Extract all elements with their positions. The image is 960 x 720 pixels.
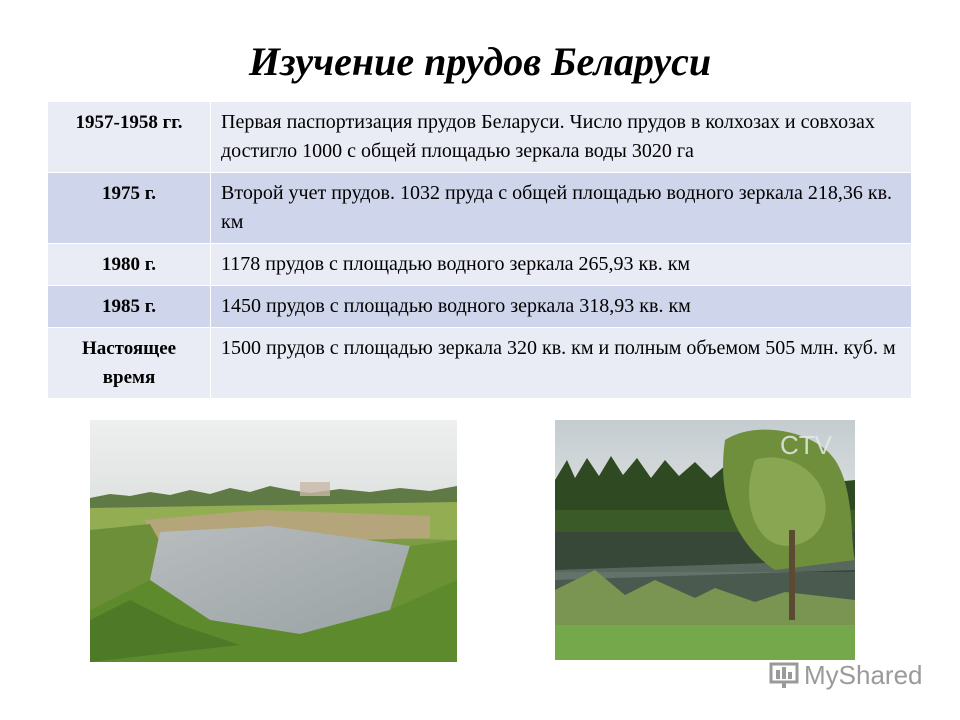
description-cell: Первая паспортизация прудов Беларуси. Число прудов в колхозах и совхозах достигло 1000 с общей площадью зеркала воды 3020 га <box>211 102 912 173</box>
description-cell: 1178 прудов с площадью водного зеркала 265,93 кв. км <box>211 244 912 286</box>
description-cell: 1500 прудов с площадью зеркала 320 кв. км и полным объемом 505 млн. куб. м <box>211 328 912 399</box>
slide-title: Изучение прудов Беларуси <box>248 39 712 84</box>
year-cell: 1985 г. <box>48 286 211 328</box>
year-cell: 1975 г. <box>48 173 211 244</box>
lake-forest-image <box>555 420 855 660</box>
table-row <box>48 244 912 286</box>
ctv-logo: CTV <box>780 430 832 460</box>
pond-field-image <box>90 420 457 662</box>
table-row <box>48 173 912 244</box>
year-cell: 1980 г. <box>48 244 211 286</box>
year-cell: 1957-1958 гг. <box>48 102 211 173</box>
description-cell: 1450 прудов с площадью водного зеркала 318,93 кв. км <box>211 286 912 328</box>
table-row <box>48 102 912 173</box>
watermark-text: MyShared <box>804 660 923 690</box>
year-cell: Настоящее время <box>48 328 211 399</box>
table-row <box>48 286 912 328</box>
ponds-history-table <box>47 101 912 399</box>
lake-forest-photo <box>555 420 855 660</box>
description-cell: Второй учет прудов. 1032 пруда с общей площадью водного зеркала 218,36 кв. км <box>211 173 912 244</box>
table-row <box>48 328 912 399</box>
pond-field-photo <box>90 420 457 662</box>
presentation-icon <box>768 662 800 690</box>
